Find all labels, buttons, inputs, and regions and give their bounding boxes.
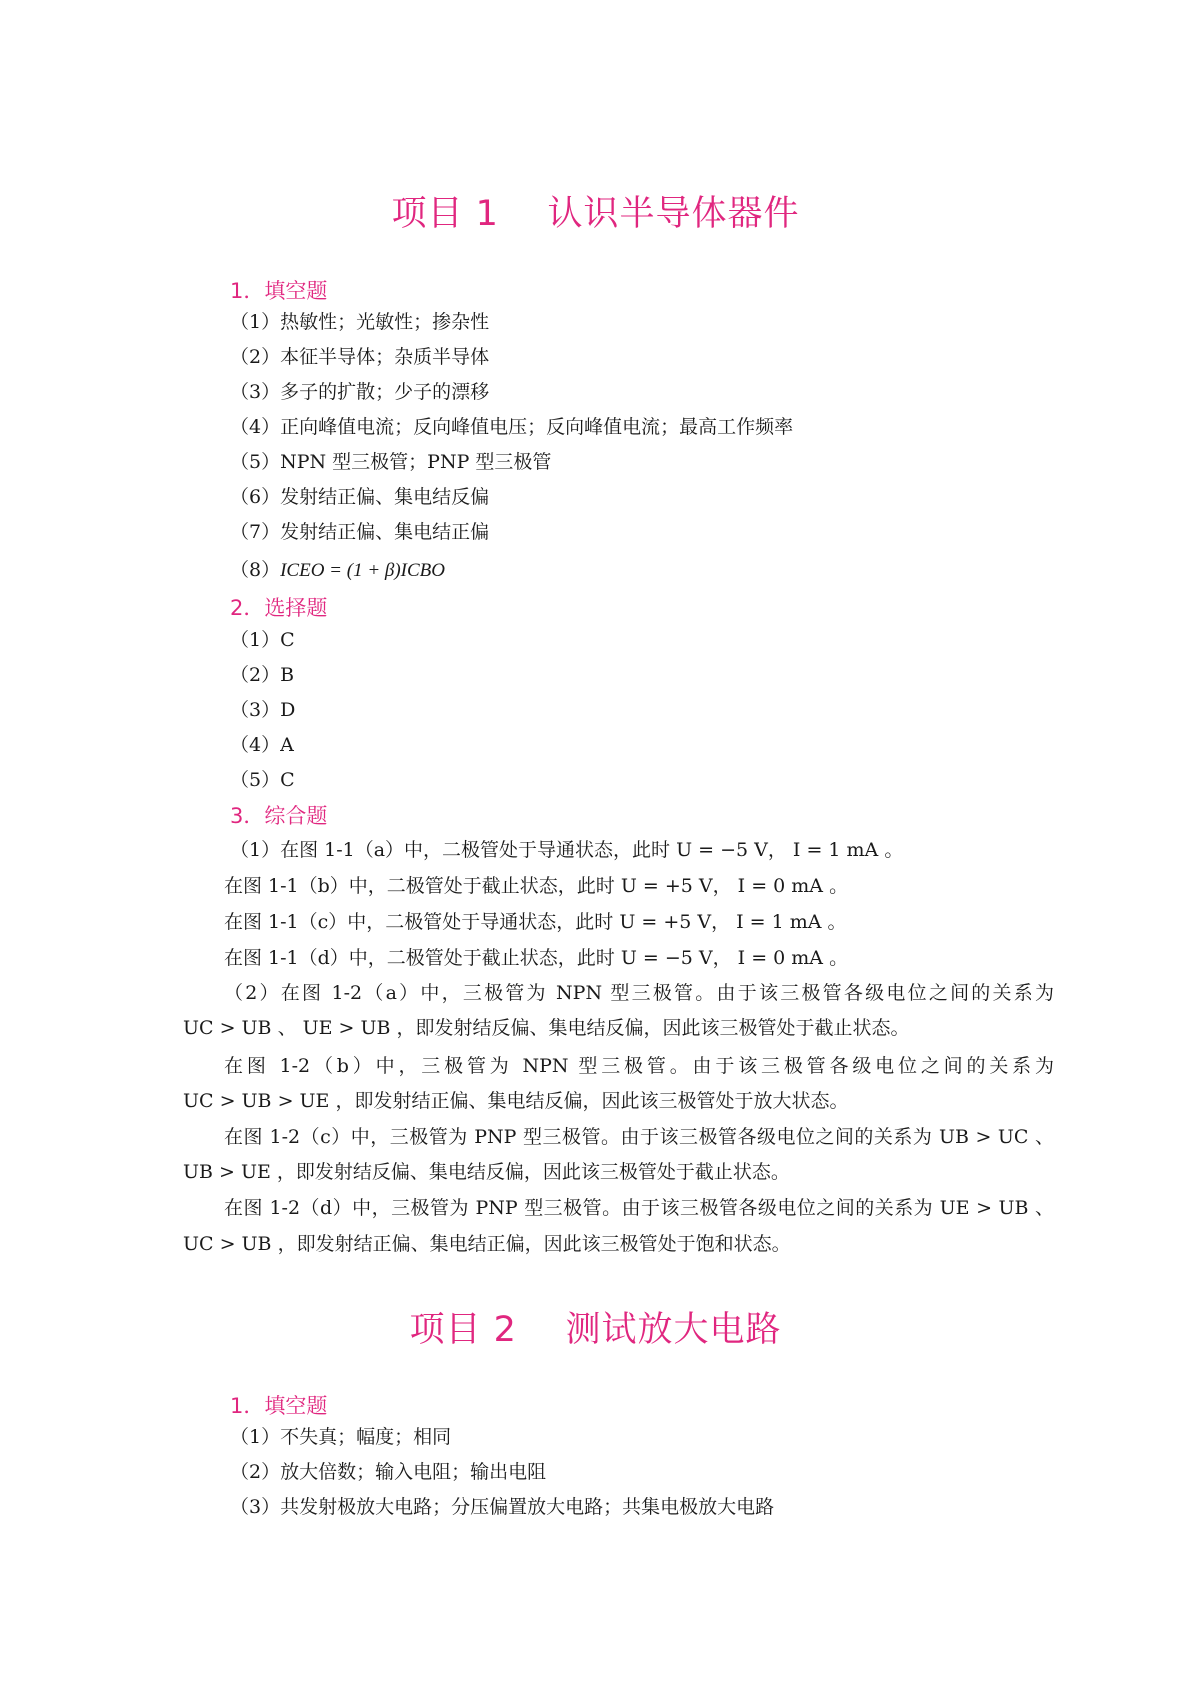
p1-comp-line-9: 在图 1-2（c）中，三极管为 PNP 型三极管。由于该三极管各级电位之间的关系为 UB > UC 、	[224, 1126, 1054, 1148]
p1-comp-line-8: UC > UB > UE ，即发射结正偏、集电结反偏，因此该三极管处于放大状态。	[183, 1090, 849, 1112]
p2-fill-blank-heading: 1．填空题	[230, 1394, 328, 1418]
p1-fill-item-3: （3）多子的扩散；少子的漂移	[230, 381, 490, 403]
p1-choice-item-1: （1）C	[230, 629, 295, 651]
p1-fill-item-5: （5）NPN 型三极管；PNP 型三极管	[230, 451, 552, 473]
p1-choice-heading: 2．选择题	[230, 596, 328, 620]
project1-title: 项目 1 认识半导体器件	[391, 194, 800, 234]
p1-comp-line-5: （2）在图 1-2（a）中，三极管为 NPN 型三极管。由于该三极管各级电位之间的关系为	[224, 982, 1054, 1004]
p1-choice-item-5: （5）C	[230, 769, 295, 791]
p1-comp-line-10: UB > UE ，即发射结反偏、集电结反偏，因此该三极管处于截止状态。	[183, 1161, 790, 1183]
p1-comp-line-7: 在图 1-2（b）中，三极管为 NPN 型三极管。由于该三极管各级电位之间的关系为	[224, 1055, 1054, 1077]
p1-choice-item-3: （3）D	[230, 699, 296, 721]
p1-comp-line-6: UC > UB 、 UE > UB ，即发射结反偏、集电结反偏，因此该三极管处于截止状态。	[183, 1017, 910, 1039]
p1-fill-item-8-prefix: （8）	[230, 559, 281, 581]
p2-fill-item-1: （1）不失真；幅度；相同	[230, 1426, 452, 1448]
p1-fill-item-1: （1）热敏性；光敏性；掺杂性	[230, 311, 490, 333]
p1-comp-line-11: 在图 1-2（d）中，三极管为 PNP 型三极管。由于该三极管各级电位之间的关系为 UE > UB 、	[224, 1197, 1054, 1219]
p1-comp-line-1: （1）在图 1-1（a）中，二极管处于导通状态，此时 U = −5 V， I = 1 mA 。	[230, 839, 904, 861]
p1-comp-line-12: UC > UB ，即发射结正偏、集电结正偏，因此该三极管处于饱和状态。	[183, 1233, 791, 1255]
p1-comp-line-2: 在图 1-1（b）中，二极管处于截止状态，此时 U = +5 V， I = 0 mA 。	[224, 875, 849, 897]
project2-title: 项目 2 测试放大电路	[409, 1310, 782, 1350]
p1-fill-item-2: （2）本征半导体；杂质半导体	[230, 346, 490, 368]
p2-fill-item-3: （3）共发射极放大电路；分压偏置放大电路；共集电极放大电路	[230, 1496, 775, 1518]
p1-comp-line-4: 在图 1-1（d）中，二极管处于截止状态，此时 U = −5 V， I = 0 mA 。	[224, 947, 849, 969]
p1-fill-item-6: （6）发射结正偏、集电结反偏	[230, 486, 490, 508]
p1-fill-item-7: （7）发射结正偏、集电结正偏	[230, 521, 490, 543]
p1-comprehensive-heading: 3．综合题	[230, 804, 328, 828]
iceo-formula: ICEO = (1 + β)ICBO	[280, 560, 446, 581]
p1-fill-blank-heading: 1．填空题	[230, 279, 328, 303]
p1-fill-item-4: （4）正向峰值电流；反向峰值电压；反向峰值电流；最高工作频率	[230, 416, 794, 438]
p1-comp-line-3: 在图 1-1（c）中，二极管处于导通状态，此时 U = +5 V， I = 1 mA 。	[224, 911, 847, 933]
p1-choice-item-2: （2）B	[230, 664, 295, 686]
p1-choice-item-4: （4）A	[230, 734, 294, 756]
p1-fill-item-8	[230, 558, 445, 583]
p2-fill-item-2: （2）放大倍数；输入电阻；输出电阻	[230, 1461, 547, 1483]
